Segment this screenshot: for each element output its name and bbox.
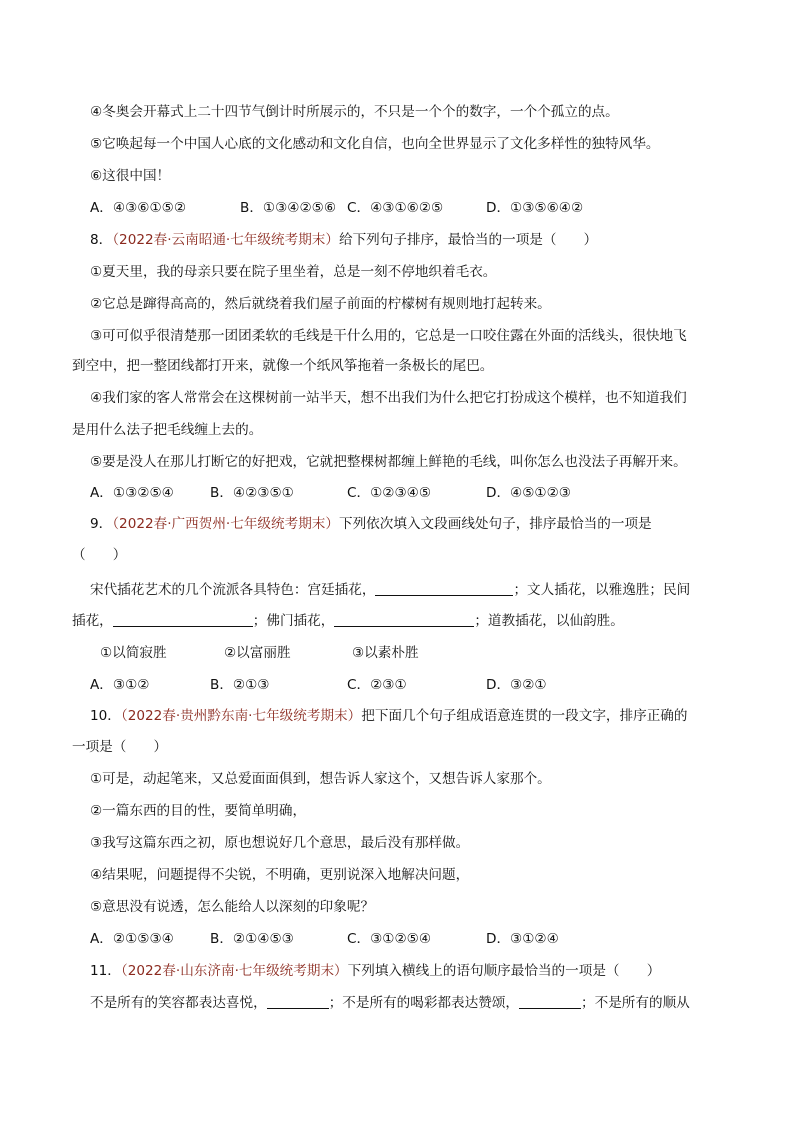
- q7-sentence-4: ④冬奥会开幕式上二十四节气倒计时所展示的，不只是一个个的数字，一个个孤立的点。: [90, 104, 619, 120]
- q8-text: 给下列句子排序，最恰当的一项是（ ）: [339, 232, 598, 248]
- q10-text: 把下面几个句子组成语意连贯的一段文字，排序正确的: [361, 708, 688, 724]
- q8-option-d[interactable]: D．④⑤①②③: [486, 485, 571, 501]
- q11-stem: [90, 961, 660, 981]
- q9-text: 下列依次填入文段画线处句子，排序最恰当的一项是: [339, 516, 652, 532]
- q8-option-c[interactable]: C．①②③④⑤: [347, 485, 432, 501]
- q10-option-b[interactable]: B．②①④⑤③: [210, 931, 294, 947]
- q9-choice-3: ③以素朴胜: [352, 645, 419, 661]
- q7-option-a[interactable]: A．④③⑥①⑤②: [90, 200, 187, 216]
- q10-number: 10．: [90, 708, 121, 724]
- q10-option-c[interactable]: C．③①②⑤④: [347, 931, 432, 947]
- q9-option-c[interactable]: C．②③①: [347, 677, 407, 693]
- q11-source: （2022春·山东济南·七年级统考期末）: [120, 963, 348, 979]
- q8-sentence-5: ⑤要是没人在那儿打断它的好把戏，它就把整棵树都缠上鲜艳的毛线，叫你怎么也没法子再解开来。: [90, 454, 687, 470]
- q9-source: （2022春·广西贺州·七年级统考期末）: [112, 516, 339, 532]
- q7-sentence-5: ⑤它唤起每一个中国人心底的文化感动和文化自信，也向全世界显示了文化多样性的独特风华。: [90, 136, 660, 152]
- q8-sentence-4: ④我们家的客人常常会在这棵树前一站半天，想不出我们为什么把它打扮成这个模样，也不知道我们: [90, 390, 687, 406]
- q10-sentence-2: ②一篇东西的目的性，要简单明确，: [90, 803, 307, 819]
- q9-passage-line-1: 宋代插花艺术的几个流派各具特色：宫廷插花， ；文人插花，以雅逸胜；民间: [90, 582, 691, 598]
- q7-option-d[interactable]: D．①③⑤⑥④②: [486, 200, 584, 216]
- q7-option-c[interactable]: C．④③①⑥②⑤: [347, 200, 444, 216]
- q9-choice-1: ①以简寂胜: [100, 645, 167, 661]
- q8-sentence-3-cont: 到空中，把一整团线都打开来，就像一个纸风筝拖着一条极长的尾巴。: [72, 358, 494, 374]
- q9-option-a[interactable]: A．③①②: [90, 677, 150, 693]
- q9-option-d[interactable]: D．③②①: [486, 677, 547, 693]
- q9-stem: [90, 514, 652, 534]
- q8-sentence-2: ②它总是蹿得高高的，然后就绕着我们屋子前面的柠檬树有规则地打起转来。: [90, 296, 551, 312]
- q8-source: （2022春·云南昭通·七年级统考期末）: [112, 232, 339, 248]
- q9-blank-3[interactable]: [334, 612, 474, 627]
- q9-blank-1[interactable]: [375, 581, 513, 596]
- q10-stem: [90, 706, 688, 726]
- q8-sentence-4-cont: 是用什么法子把毛线缠上去的。: [72, 422, 263, 438]
- q7-sentence-6: ⑥这很中国！: [90, 168, 171, 184]
- q11-blank-1[interactable]: [267, 994, 329, 1009]
- q9-choice-2: ②以富丽胜: [224, 645, 291, 661]
- q10-option-d[interactable]: D．③①②④: [486, 931, 559, 947]
- q10-sentence-4: ④结果呢，问题提得不尖锐，不明确，更别说深入地解决问题，: [90, 867, 470, 883]
- q9-passage-line-2: 插花， ；佛门插花， ；道教插花，以仙韵胜。: [72, 613, 624, 629]
- q8-sentence-3: ③可可似乎很清楚那一团团柔软的毛线是干什么用的，它总是一口咬住露在外面的活线头，很快地飞: [90, 328, 687, 344]
- q8-number: 8．: [90, 232, 113, 248]
- q9-option-b[interactable]: B．②①③: [210, 677, 270, 693]
- q8-stem: [90, 230, 597, 250]
- q10-source: （2022春·贵州黔东南·七年级统考期末）: [120, 708, 362, 724]
- q10-sentence-5: ⑤意思没有说透，怎么能给人以深刻的印象呢？: [90, 899, 375, 915]
- q10-sentence-1: ①可是，动起笔来，又总爱面面俱到，想告诉人家这个，又想告诉人家那个。: [90, 771, 551, 787]
- q11-blank-2[interactable]: [519, 994, 581, 1009]
- q8-option-b[interactable]: B．④②③⑤①: [210, 485, 294, 501]
- q10-sentence-3: ③我写这篇东西之初，原也想说好几个意思，最后没有那样做。: [90, 835, 470, 851]
- q8-sentence-1: ①夏天里，我的母亲只要在院子里坐着，总是一刻不停地织着毛衣。: [90, 264, 497, 280]
- q11-text: 下列填入横线上的语句顺序最恰当的一项是（ ）: [347, 963, 661, 979]
- q11-passage-line-1: 不是所有的笑容都表达喜悦， ；不是所有的喝彩都表达赞颂， ；不是所有的顺从: [90, 995, 690, 1011]
- q9-number: 9．: [90, 516, 113, 532]
- q10-option-a[interactable]: A．②①⑤③④: [90, 931, 174, 947]
- q10-stem-cont: 一项是（ ）: [72, 739, 168, 755]
- q9-answer-paren: （ ）: [72, 547, 127, 563]
- q11-number: 11．: [90, 963, 121, 979]
- q7-option-b[interactable]: B．①③④②⑤⑥: [240, 200, 337, 216]
- q9-blank-2[interactable]: [113, 612, 253, 627]
- q8-option-a[interactable]: A．①③②⑤④: [90, 485, 174, 501]
